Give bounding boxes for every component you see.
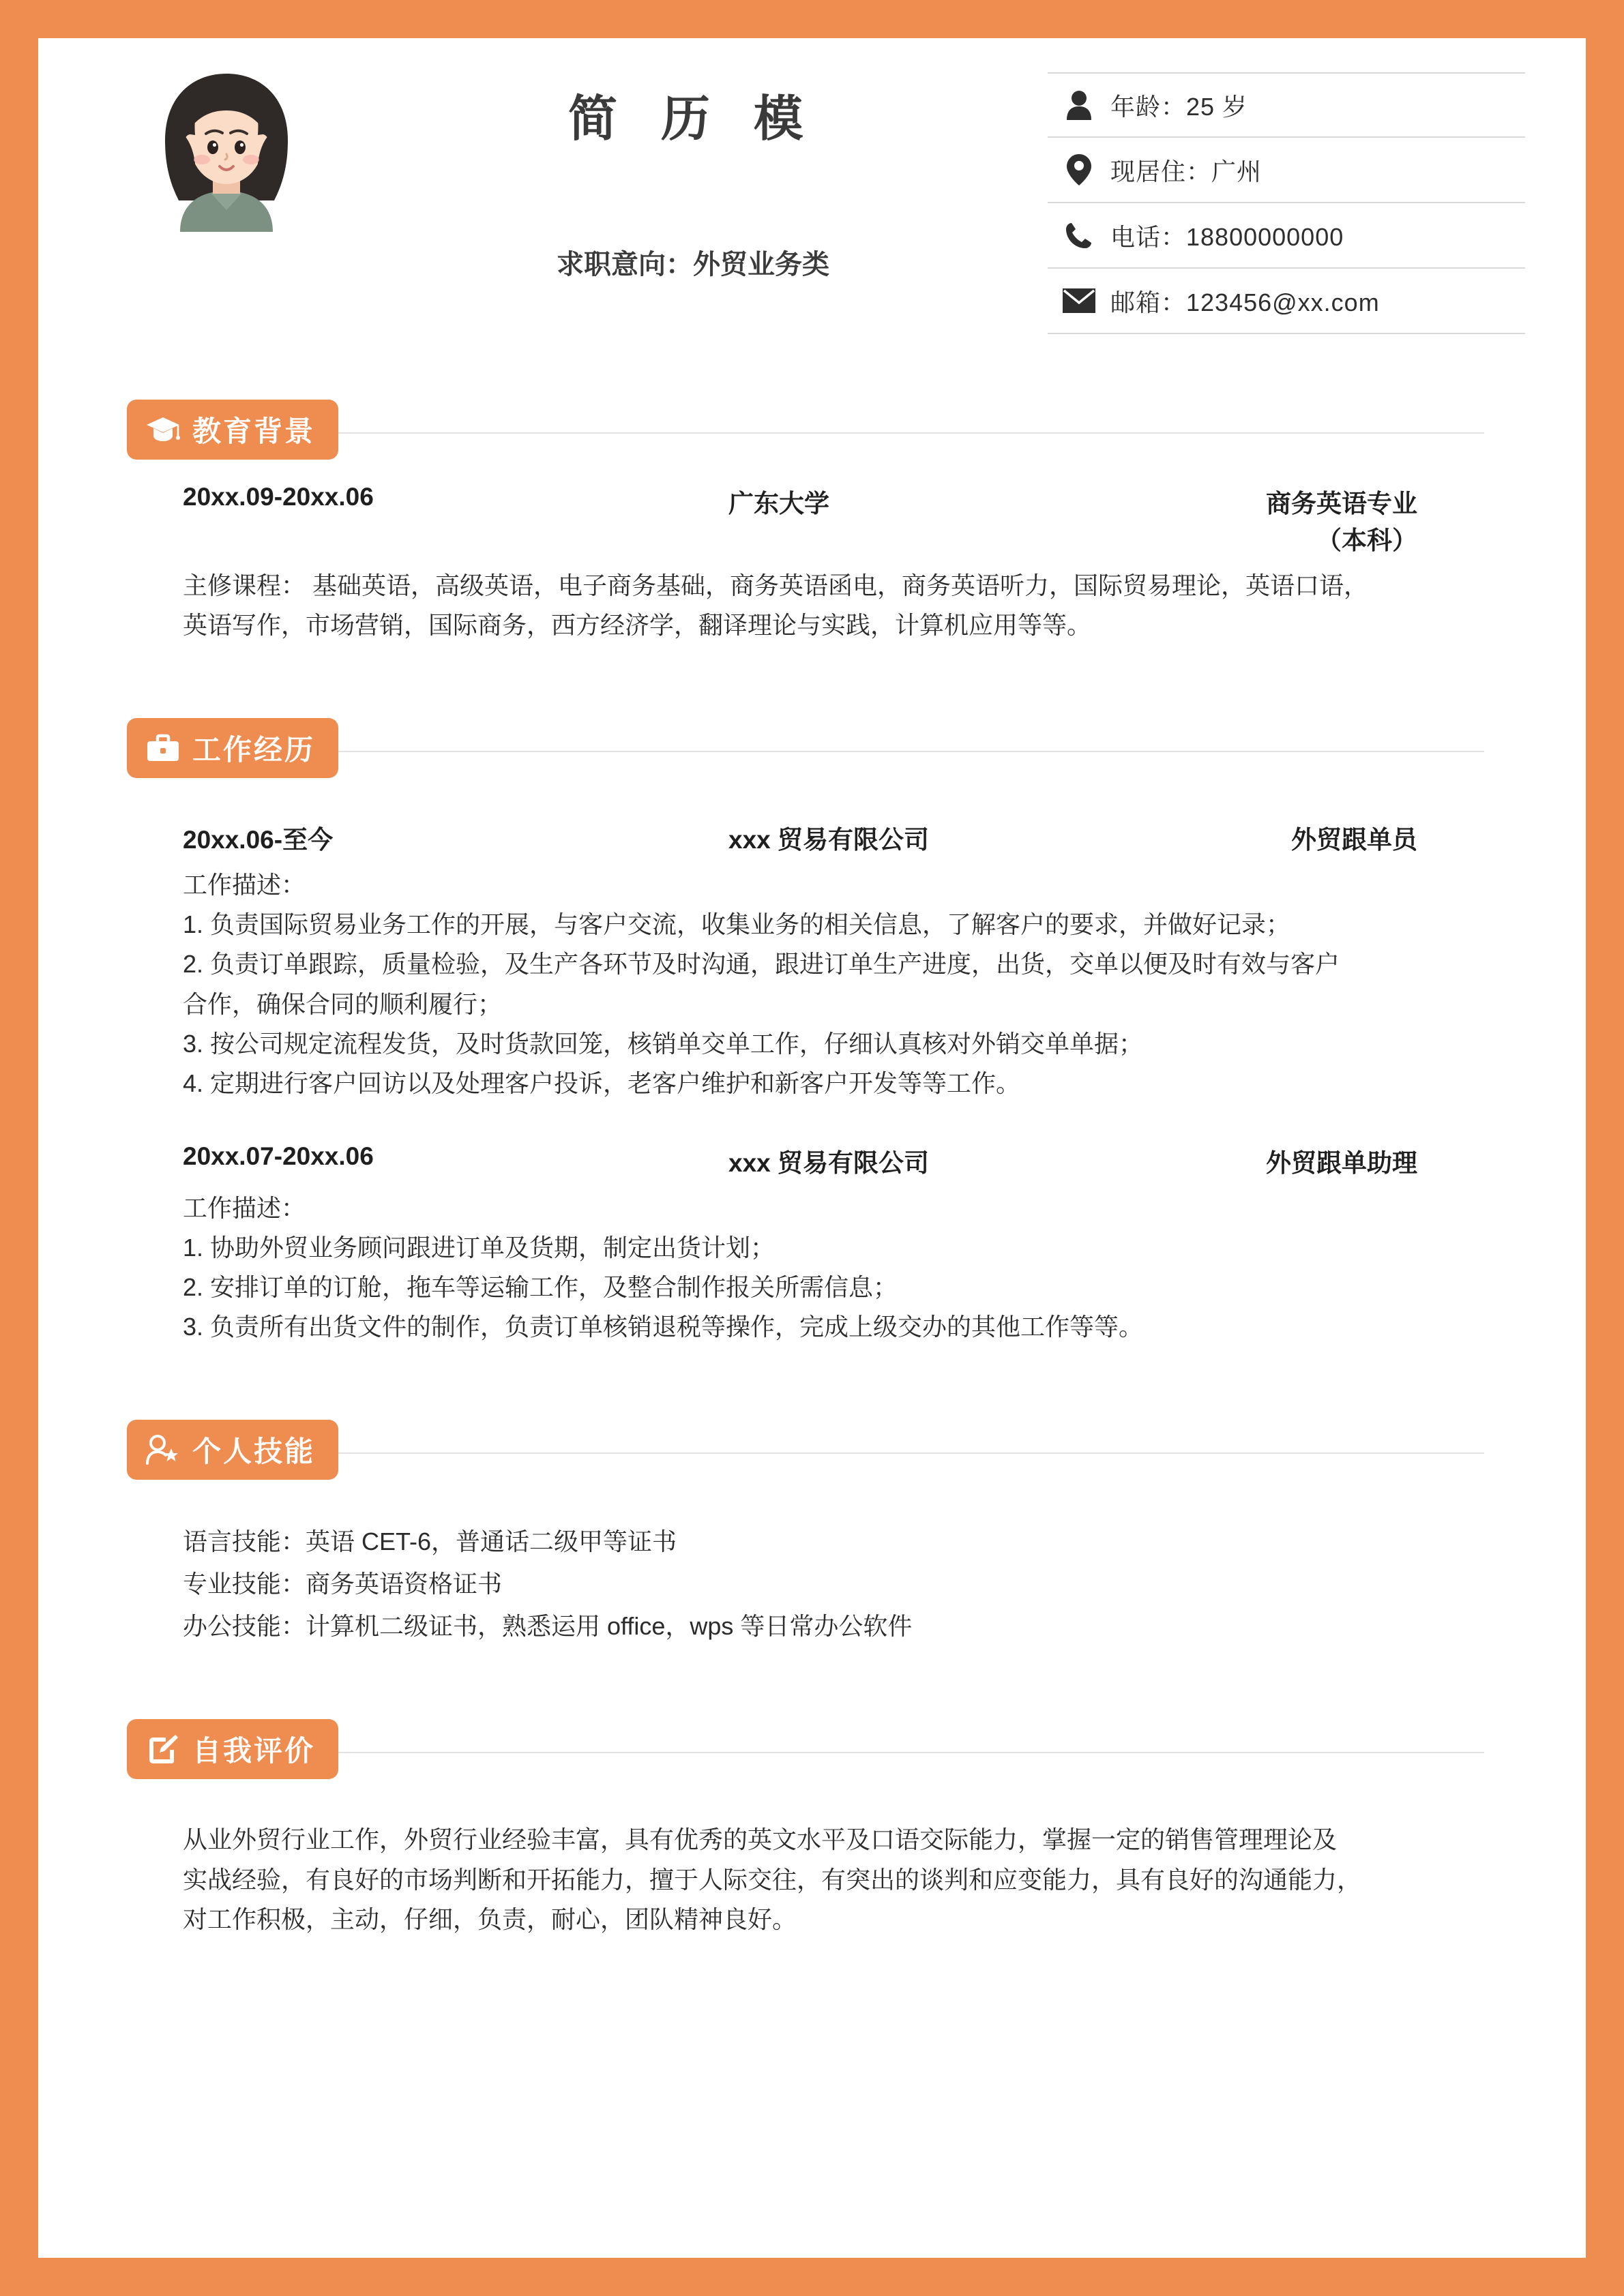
self-eval-line-3: 对工作积极，主动，仔细，负责，耐心，团队精神良好。 [183,1905,797,1934]
section-skills [38,1420,1586,1648]
education-courses-label: 主修课程： [183,571,306,599]
candidate-name: 简 历 模 [567,92,818,147]
section-body-self-evaluation [183,1802,1465,1939]
contact-age-text: 年龄：25 岁 [1110,92,1248,121]
list-item: 3. 按公司规定流程发货，及时货款回笼，核销单交单工作，仔细认真核对外销交单单据； [183,1029,1144,1058]
work-items-1 [183,905,1465,1104]
contact-row-email [1048,269,1525,334]
section-header-skills [127,1420,1484,1485]
avatar [141,60,312,232]
resume-header [38,38,1586,393]
work-items-2 [183,1228,1465,1347]
spacer [183,1802,1465,1820]
education-entry [183,483,1465,556]
contact-list [1048,72,1525,334]
person-star-icon [146,1433,180,1467]
spacer [183,1104,1465,1142]
education-courses-line-2: 英语写作，市场营销，国际商务，西方经济学，翻译理论与实践，计算机应用等等。 [183,611,1092,640]
job-objective: 求职意向：外贸业务类 [557,250,829,280]
spacer [38,1647,1586,1712]
page-title-block [420,79,966,150]
self-eval-line-2: 实战经验，有良好的市场判断和开拓能力，擅于人际交往，有突出的谈判和应变能力，具有良好的沟通能力， [183,1865,1362,1894]
contact-location-text: 现居住：广州 [1110,157,1263,185]
work-date-2: 20xx.07-20xx.06 [183,1142,374,1170]
section-body-skills [183,1503,1465,1648]
briefcase-icon [146,731,180,765]
section-header-education [127,400,1484,465]
section-title-skills: 个人技能 [192,1435,316,1467]
envelope-icon [1048,288,1110,313]
list-item: 2. 安排订单的订舱，拖车等运输工作，及整合制作报关所需信息； [183,1273,898,1302]
list-item: 4. 定期进行客户回访以及处理客户投诉，老客户维护和新客户开发等等工作。 [183,1069,1021,1098]
section-title-self-evaluation: 自我评价 [192,1735,316,1768]
list-item: 1. 负责国际贸易业务工作的开展，与客户交流，收集业务的相关信息，了解客户的要求，并做好记录； [183,910,1291,938]
skill-line-office: 办公技能：计算机二级证书，熟悉运用 office，wps 等日常办公软件 [183,1611,913,1640]
section-header-self-evaluation [127,1719,1484,1785]
resume-content [38,38,1586,2258]
contact-row-age [1048,72,1525,138]
edit-pencil-icon [146,1732,180,1766]
list-item: 2. 负责订单跟踪，质量检验，及生产各环节及时沟通，跟进订单生产进度，出货，交单以便及时有效与客户 [183,950,1340,979]
skill-line-language: 语言技能：英语 CET-6，普通话二级甲等证书 [183,1527,677,1555]
spacer [183,801,1465,819]
education-school: 广东大学 [728,490,829,518]
section-title-education: 教育背景 [192,415,316,447]
section-tag-work [127,718,338,778]
spacer [38,1347,1586,1413]
section-self-evaluation [38,1719,1586,1939]
spacer [38,646,1586,711]
work-entry-1 [183,819,1465,856]
work-company-2: xxx 贸易有限公司 [728,1148,930,1177]
work-role-2: 外贸跟单助理 [1266,1148,1417,1177]
education-date: 20xx.09-20xx.06 [183,483,374,511]
person-icon [1048,90,1110,120]
phone-icon [1048,221,1110,250]
self-eval-line-1: 从业外贸行业工作，外贸行业经验丰富，具有优秀的英文水平及口语交际能力，掌握一定的销售管理理论及 [183,1825,1338,1854]
list-item: 1. 协助外贸业务顾问跟进订单及货期，制定出货计划； [183,1233,776,1262]
section-body-education [183,483,1465,646]
education-courses-line-1 [183,566,1465,606]
section-education [38,400,1586,646]
work-role-1: 外贸跟单员 [1291,825,1417,854]
graduation-cap-icon [146,413,180,447]
education-courses-text-1: 基础英语，高级英语，电子商务基础，商务英语函电，商务英语听力，国际贸易理论，英语口语， [312,571,1369,599]
contact-row-location [1048,138,1525,203]
list-item: 3. 负责所有出货文件的制作，负责订单核销退税等操作，完成上级交办的其他工作等等。 [183,1313,1144,1341]
contact-row-phone [1048,203,1525,269]
section-tag-education [127,400,338,460]
work-desc-label-2: 工作描述： [183,1193,306,1222]
work-desc-label-1: 工作描述： [183,870,306,899]
section-header-work [127,718,1484,784]
contact-phone-text: 电话：18800000000 [1110,222,1344,251]
work-company-1: xxx 贸易有限公司 [728,825,930,854]
skill-line-professional: 专业技能：商务英语资格证书 [183,1569,503,1598]
section-body-work [183,801,1465,1347]
contact-email-text: 邮箱：123456@xx.com [1110,288,1380,316]
section-tag-skills [127,1420,338,1480]
list-item: 合作，确保合同的顺利履行； [183,989,503,1018]
left-accent-bar [0,0,38,2296]
work-entry-2 [183,1142,1465,1179]
right-accent-bar [1586,0,1624,2296]
work-date-1: 20xx.06-至今 [183,825,334,854]
education-major: 商务英语专业（本科） [1266,490,1417,554]
section-title-work: 工作经历 [192,733,316,766]
location-pin-icon [1048,154,1110,185]
section-work [38,718,1586,1347]
spacer [183,1503,1465,1521]
section-tag-self-evaluation [127,1719,338,1779]
